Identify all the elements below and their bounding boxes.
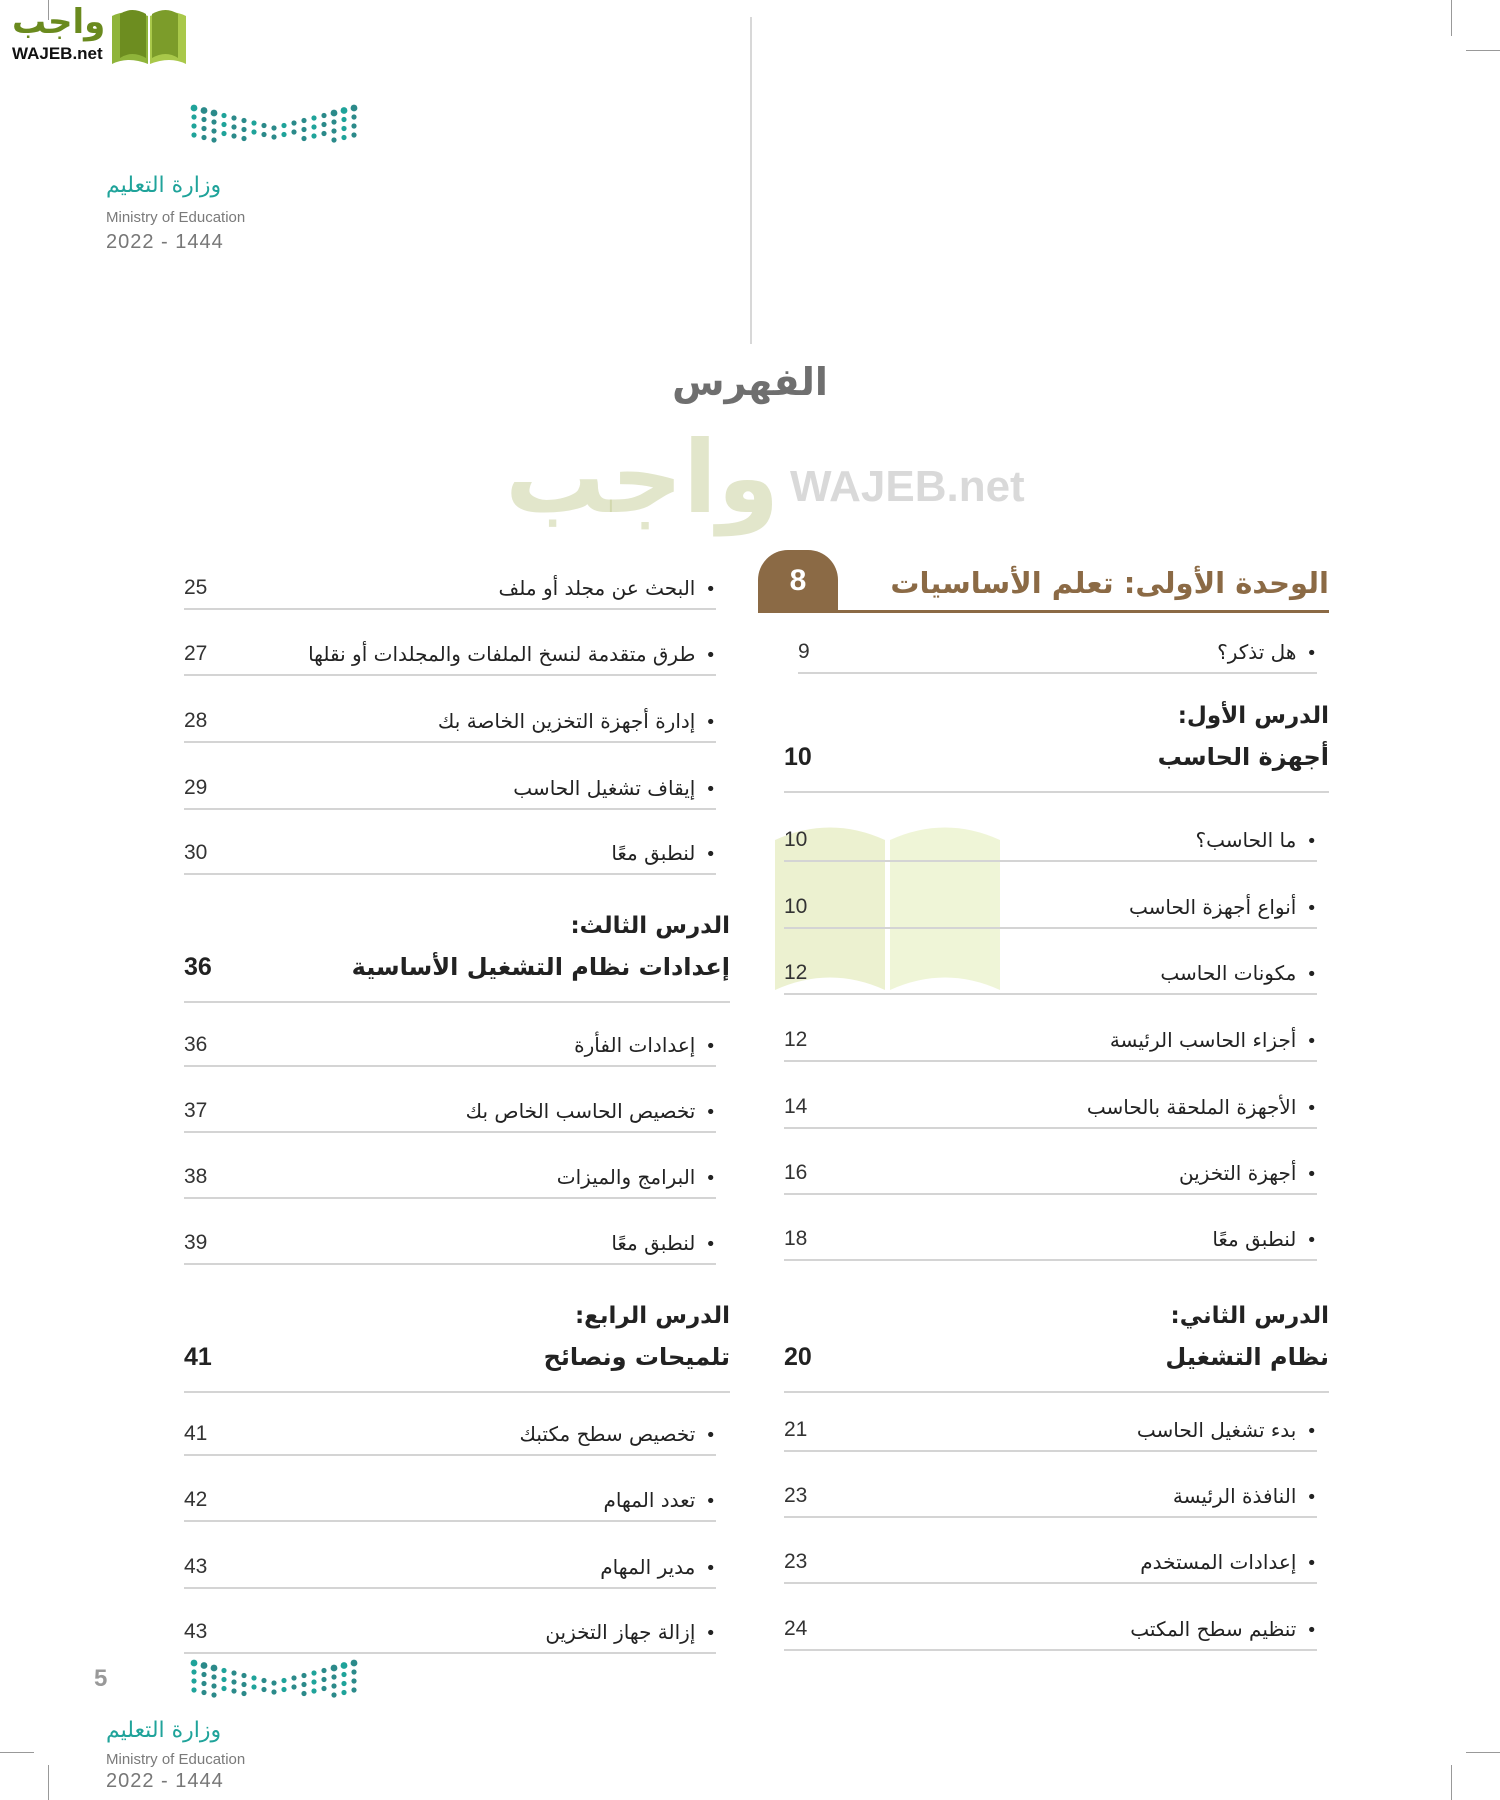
toc-entry[interactable] — [798, 632, 1317, 674]
toc-entry[interactable] — [784, 1219, 1317, 1261]
toc-entry[interactable] — [184, 1547, 716, 1589]
toc-entry-page: 18 — [784, 1227, 808, 1250]
crop-mark — [1451, 0, 1452, 36]
toc-entry-label: • أجزاء الحاسب الرئيسة — [1110, 1028, 1317, 1052]
toc-entry[interactable] — [184, 1025, 716, 1067]
lesson-page: 20 — [784, 1343, 812, 1371]
toc-entry-page: 30 — [184, 841, 208, 864]
watermark-en: WAJEB.net — [790, 462, 1025, 511]
toc-entry-page: 12 — [784, 961, 808, 984]
toc-entry-label: • لنطبق معًا — [611, 841, 716, 865]
lesson-title: تلميحات ونصائح — [543, 1343, 730, 1371]
toc-entry[interactable] — [784, 1542, 1317, 1584]
page-title: الفهرس — [672, 360, 828, 404]
crop-mark — [0, 1752, 34, 1753]
toc-entry[interactable] — [184, 1223, 716, 1265]
toc-entry-label: • البرامج والميزات — [557, 1165, 716, 1189]
toc-entry-page: 29 — [184, 776, 208, 799]
crop-mark — [1466, 50, 1500, 51]
toc-entry-page: 42 — [184, 1488, 208, 1511]
lesson-heading[interactable] — [784, 1303, 1329, 1393]
toc-entry-page: 27 — [184, 642, 208, 665]
ministry-name-en: Ministry of Education — [106, 1751, 246, 1768]
toc-entry[interactable] — [784, 1410, 1317, 1452]
toc-entry-label: • تخصيص سطح مكتبك — [520, 1422, 716, 1446]
toc-entry-page: 10 — [784, 828, 808, 851]
ministry-name-ar: وزارة التعليم — [106, 1718, 222, 1743]
toc-entry[interactable] — [784, 953, 1317, 995]
wajeb-logo-ar: واجب — [12, 2, 106, 42]
crop-mark — [1466, 1752, 1500, 1753]
toc-entry-page: 23 — [784, 1550, 808, 1573]
lesson-page: 41 — [184, 1343, 212, 1371]
toc-entry[interactable] — [184, 768, 716, 810]
unit-title: الوحدة الأولى: تعلم الأساسيات — [890, 566, 1329, 600]
toc-entry[interactable] — [184, 833, 716, 875]
wajeb-logo[interactable] — [8, 4, 193, 68]
toc-entry-page: 36 — [184, 1033, 208, 1056]
toc-entry-label: • إعدادات المستخدم — [1140, 1550, 1317, 1574]
book-icon — [108, 6, 190, 66]
toc-entry-label: • تخصيص الحاسب الخاص بك — [466, 1099, 716, 1123]
toc-entry-label: • طرق متقدمة لنسخ الملفات والمجلدات أو نقلها — [308, 642, 716, 666]
toc-entry-page: 16 — [784, 1161, 808, 1184]
toc-entry[interactable] — [184, 1157, 716, 1199]
toc-entry[interactable] — [784, 1087, 1317, 1129]
toc-entry[interactable] — [184, 1091, 716, 1133]
toc-entry-page: 28 — [184, 709, 208, 732]
toc-entry[interactable] — [784, 1476, 1317, 1518]
toc-entry-page: 25 — [184, 576, 208, 599]
toc-entry[interactable] — [184, 1414, 716, 1456]
toc-entry-page: 38 — [184, 1165, 208, 1188]
toc-entry-page: 39 — [184, 1231, 208, 1254]
lesson-title: أجهزة الحاسب — [1157, 743, 1329, 771]
lesson-title: إعدادات نظام التشغيل الأساسية — [351, 953, 730, 981]
lesson-heading[interactable] — [784, 703, 1329, 793]
toc-entry-page: 43 — [184, 1620, 208, 1643]
toc-entry[interactable] — [784, 1153, 1317, 1195]
crop-mark — [48, 1765, 49, 1800]
toc-entry-page: 41 — [184, 1422, 208, 1445]
toc-entry-page: 37 — [184, 1099, 208, 1122]
toc-entry[interactable] — [784, 1609, 1317, 1651]
wajeb-logo-en: WAJEB.net — [12, 44, 103, 63]
toc-entry-label: • هل تذكر؟ — [1217, 640, 1317, 664]
toc-entry[interactable] — [784, 1020, 1317, 1062]
unit-page-badge: 8 — [758, 550, 838, 610]
toc-entry-label: • ما الحاسب؟ — [1196, 828, 1317, 852]
toc-entry-label: • بدء تشغيل الحاسب — [1137, 1418, 1317, 1442]
toc-entry-label: • أنواع أجهزة الحاسب — [1129, 895, 1317, 919]
toc-entry-label: • إيقاف تشغيل الحاسب — [513, 776, 716, 800]
toc-entry-page: 43 — [184, 1555, 208, 1578]
lesson-heading[interactable] — [184, 913, 730, 1003]
lesson-page: 36 — [184, 953, 212, 981]
ministry-logo-footer — [106, 1658, 286, 1798]
toc-entry[interactable] — [184, 1480, 716, 1522]
lesson-label: الدرس الأول: — [1177, 703, 1329, 729]
unit-header[interactable] — [758, 550, 1329, 613]
toc-entry-label: • الأجهزة الملحقة بالحاسب — [1087, 1095, 1317, 1119]
toc-entry-page: 10 — [784, 895, 808, 918]
page-number: 5 — [94, 1665, 108, 1692]
ministry-year: 2022 - 1444 — [106, 1770, 224, 1792]
toc-entry-page: 9 — [798, 640, 810, 663]
toc-entry-page: 14 — [784, 1095, 808, 1118]
lesson-label: الدرس الثالث: — [570, 913, 730, 939]
watermark-text: واجب — [505, 419, 780, 536]
toc-entry[interactable] — [184, 568, 716, 610]
ministry-year: 2022 - 1444 — [106, 231, 224, 253]
toc-entry-page: 21 — [784, 1418, 808, 1441]
toc-entry-label: • مدير المهام — [600, 1555, 716, 1579]
toc-entry-label: • إعدادات الفأرة — [574, 1033, 716, 1057]
lesson-label: الدرس الرابع: — [574, 1303, 730, 1329]
lesson-heading[interactable] — [184, 1303, 730, 1393]
ministry-name-ar: وزارة التعليم — [106, 173, 222, 198]
toc-entry[interactable] — [184, 701, 716, 743]
toc-entry-page: 23 — [784, 1484, 808, 1507]
toc-entry[interactable] — [784, 820, 1317, 862]
toc-entry-label: • النافذة الرئيسة — [1173, 1484, 1317, 1508]
lesson-title: نظام التشغيل — [1165, 1343, 1329, 1371]
crop-mark — [1451, 1765, 1452, 1800]
toc-entry[interactable] — [784, 887, 1317, 929]
toc-entry-label: • البحث عن مجلد أو ملف — [499, 576, 716, 600]
toc-entry-label: • لنطبق معًا — [611, 1231, 716, 1255]
toc-entry-label: • لنطبق معًا — [1212, 1227, 1317, 1251]
ministry-dots-emblem — [189, 103, 359, 158]
ministry-dots-emblem — [189, 1658, 359, 1713]
toc-entry[interactable] — [184, 634, 716, 676]
toc-entry-label: • مكونات الحاسب — [1160, 961, 1317, 985]
toc-entry-page: 24 — [784, 1617, 808, 1640]
lesson-label: الدرس الثاني: — [1170, 1303, 1329, 1329]
toc-entry-label: • تنظيم سطح المكتب — [1130, 1617, 1317, 1641]
toc-entry-label: • إزالة جهاز التخزين — [545, 1620, 716, 1644]
ministry-name-en: Ministry of Education — [106, 209, 246, 226]
lesson-page: 10 — [784, 743, 812, 771]
toc-entry-page: 12 — [784, 1028, 808, 1051]
toc-entry[interactable] — [184, 1612, 716, 1654]
page-divider — [750, 17, 752, 344]
toc-entry-label: • أجهزة التخزين — [1179, 1161, 1317, 1185]
ministry-logo — [106, 103, 286, 263]
toc-entry-label: • إدارة أجهزة التخزين الخاصة بك — [438, 709, 716, 733]
toc-entry-label: • تعدد المهام — [603, 1488, 716, 1512]
